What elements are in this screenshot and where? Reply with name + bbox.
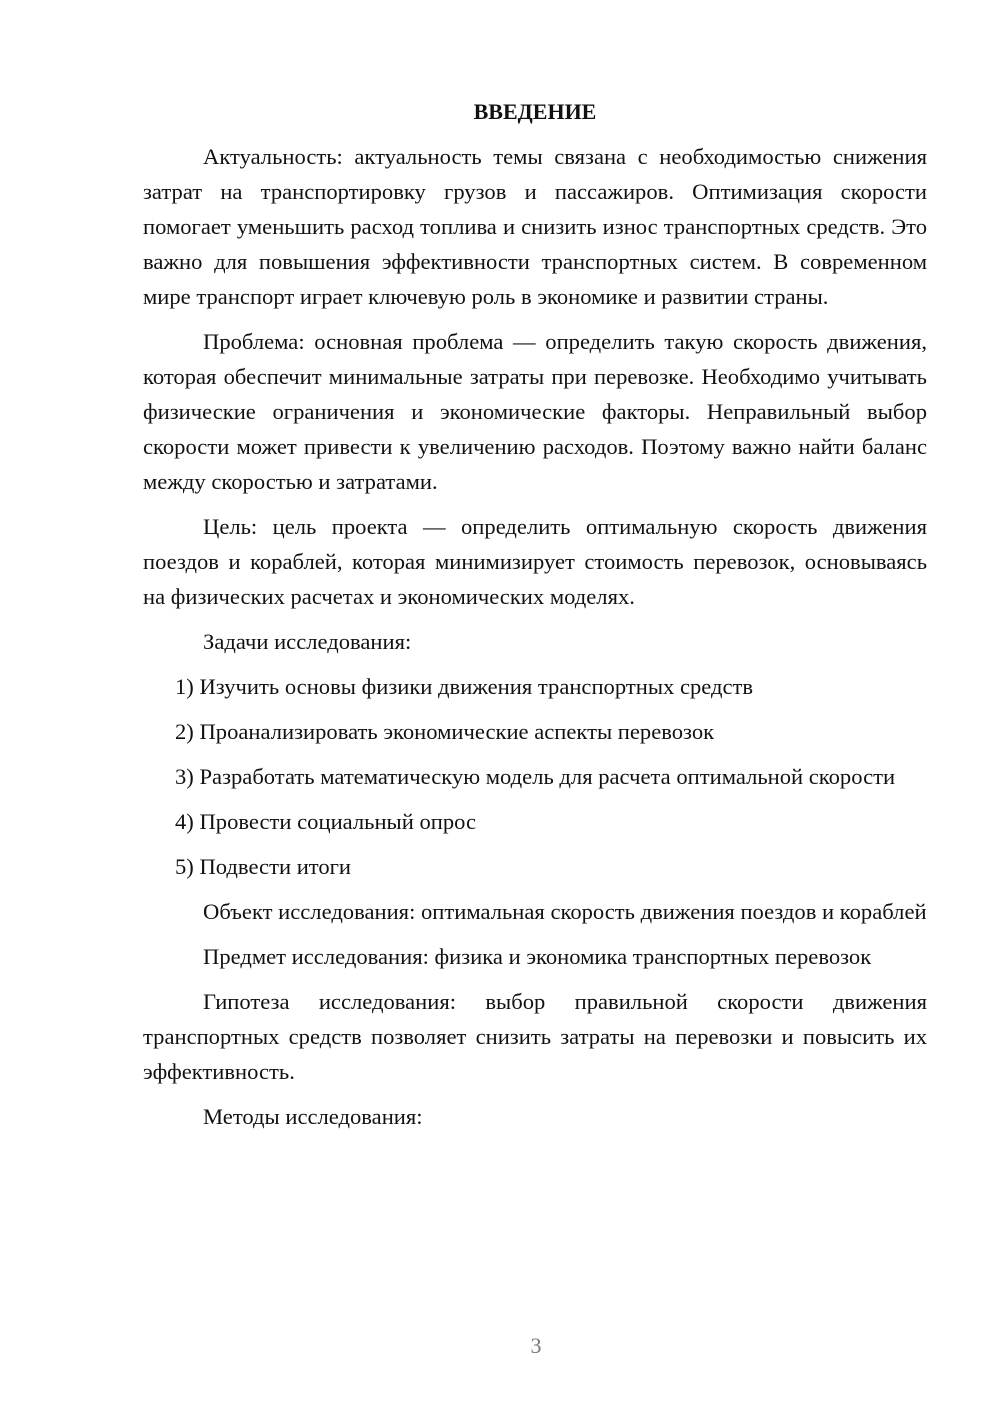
task-item-5: 5) Подвести итоги	[175, 854, 352, 879]
paragraph-goal: Цель: цель проекта — определить оптимальную скорость движения поездов и кораблей, которая минимизирует стоимость перевозок, основываясь на физических расчетах и экономических моделях.	[143, 514, 927, 609]
paragraph-problem: Проблема: основная проблема — определить такую скорость движения, которая обеспечит минимальные затраты при перевозке. Необходимо учитывать физические ограничения и экономические факторы. Неправильный выбор скорости может привести к увеличению расходов. Поэтому важно найти баланс между скоростью и затратами.	[143, 329, 927, 494]
task-item-1: 1) Изучить основы физики движения транспортных средств	[175, 674, 754, 699]
paragraph-hypothesis: Гипотеза исследования: выбор правильной скорости движения транспортных средств позволяет снизить затраты на перевозки и повысить их эффективность.	[143, 989, 927, 1084]
page-number: 3	[530, 1333, 542, 1358]
paragraph-object: Объект исследования: оптимальная скорость движения поездов и кораблей	[203, 899, 927, 924]
paragraph-subject: Предмет исследования: физика и экономика транспортных перевозок	[203, 944, 872, 969]
section-title: ВВЕДЕНИЕ	[473, 99, 597, 124]
task-item-2: 2) Проанализировать экономические аспекты перевозок	[175, 719, 715, 744]
tasks-heading: Задачи исследования:	[203, 629, 412, 654]
task-item-3: 3) Разработать математическую модель для расчета оптимальной скорости	[175, 764, 896, 789]
paragraph-relevance: Актуальность: актуальность темы связана с необходимостью снижения затрат на транспортировку грузов и пассажиров. Оптимизация скорости помогает уменьшить расход топлива и снизить износ транспортных средств. Это важно для повышения эффективности транспортных систем. В современном мире транспорт играет ключевую роль в экономике и развитии страны.	[143, 144, 927, 309]
page-content	[143, 94, 927, 1144]
task-item-4: 4) Провести социальный опрос	[175, 809, 477, 834]
methods-heading: Методы исследования:	[203, 1104, 423, 1129]
